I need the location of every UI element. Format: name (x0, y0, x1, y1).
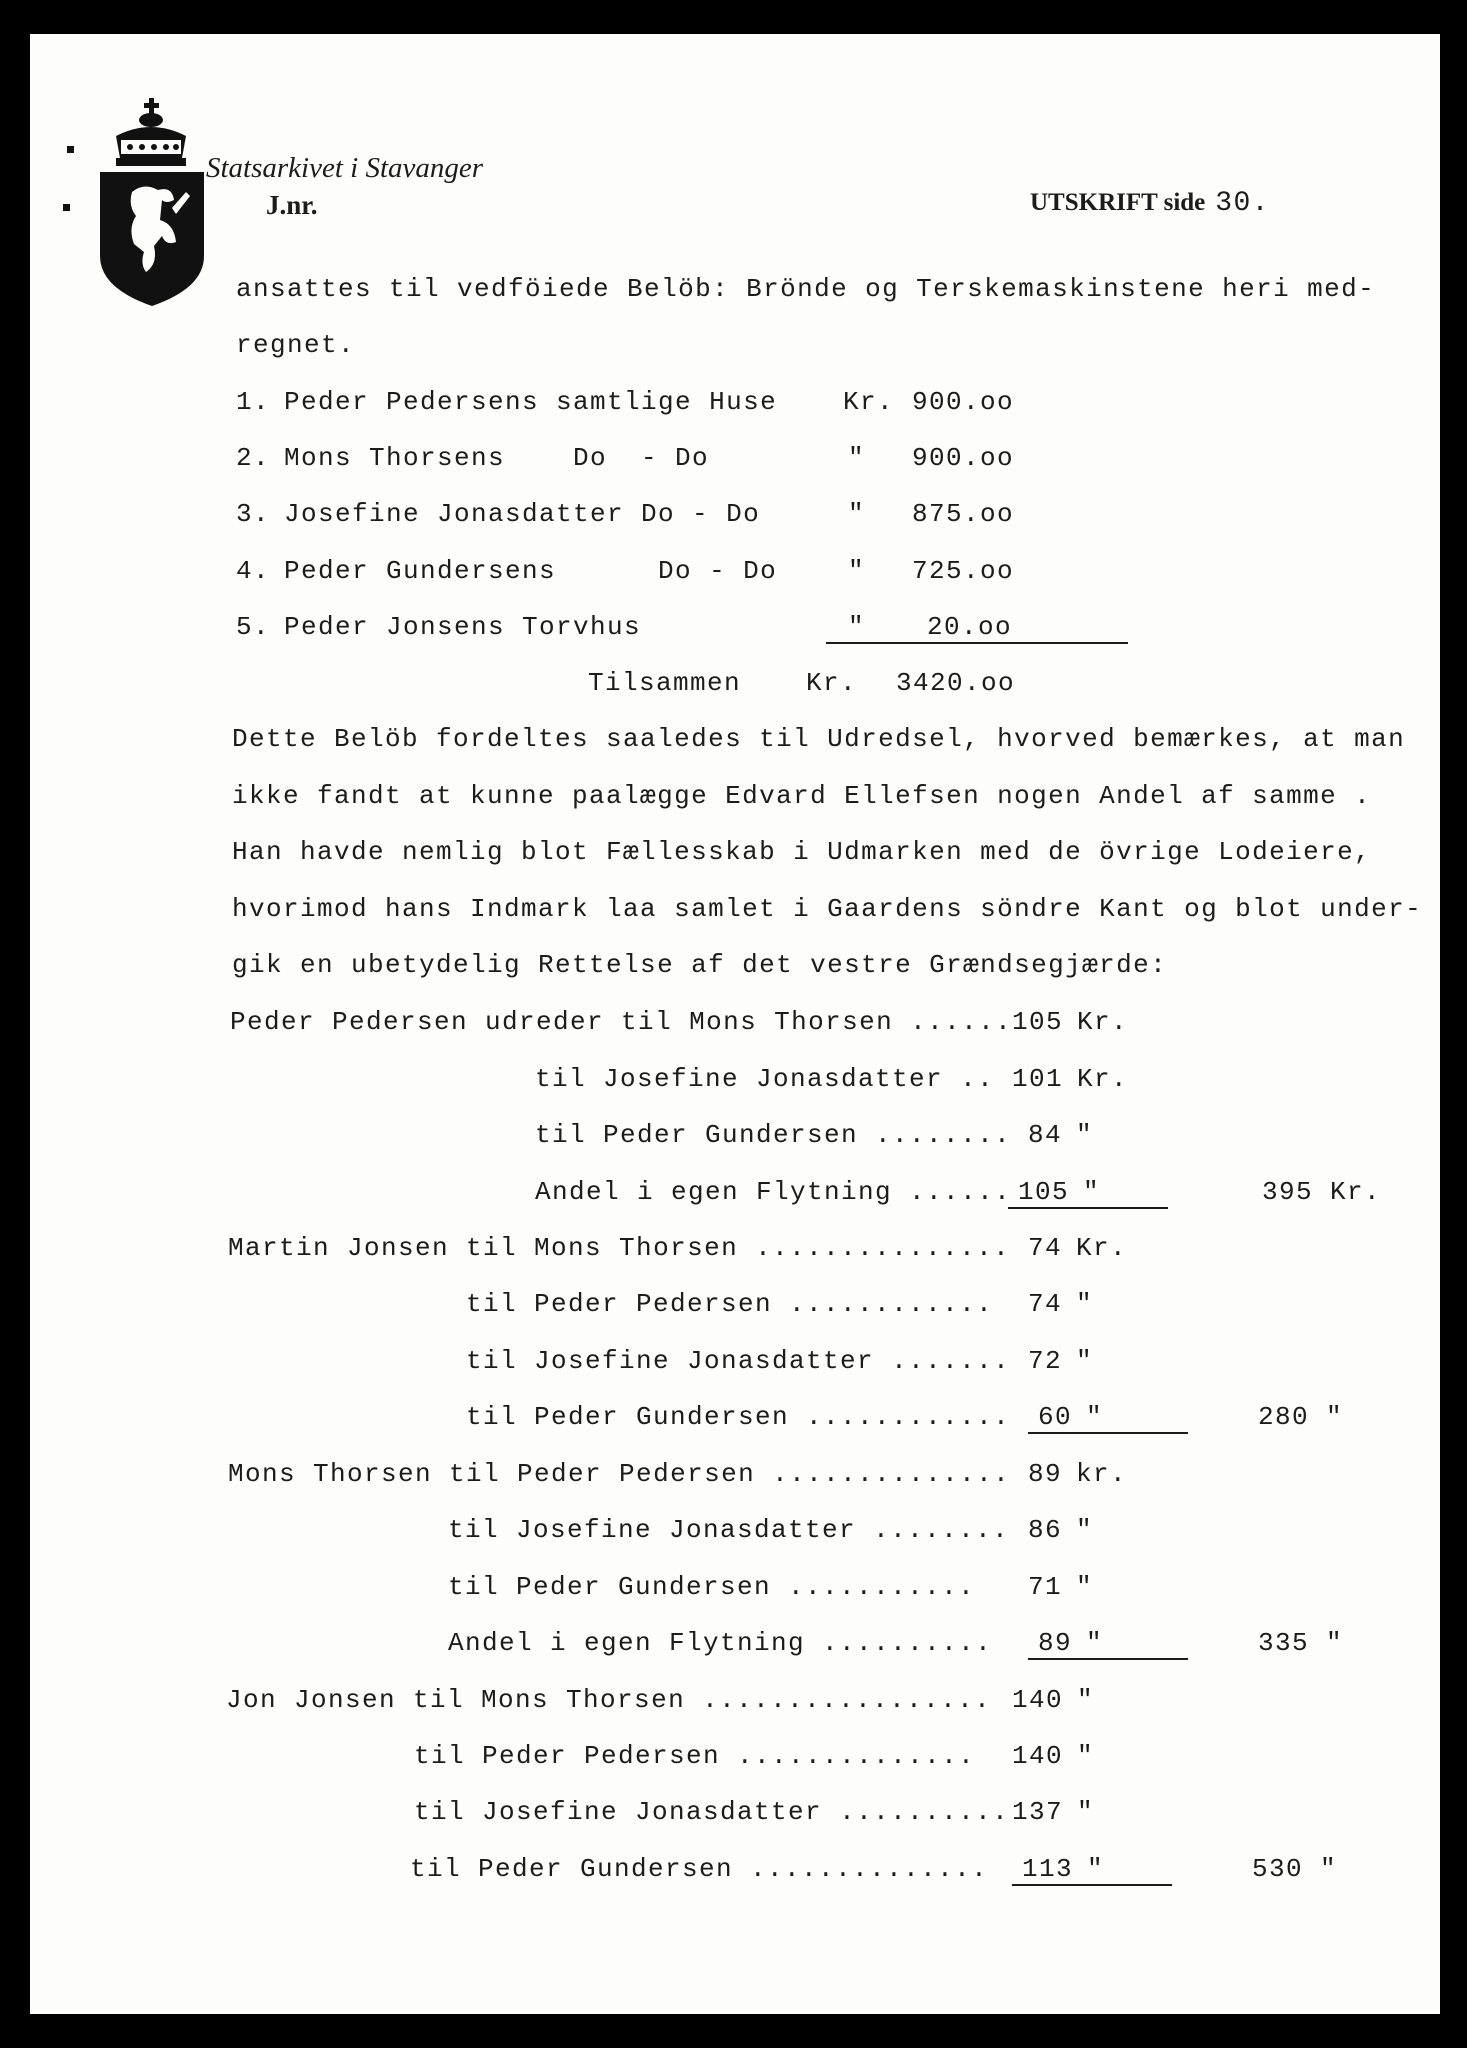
valuation-num: 3. (236, 499, 271, 529)
ledger-amount-value: 89 (1028, 1459, 1063, 1489)
ledger-entry-text: til Josefine Jonasdatter ....... (466, 1346, 1011, 1376)
ledger-entry-text: til Peder Pedersen .............. (414, 1741, 976, 1771)
ledger-amount-unit: " (1076, 1346, 1094, 1376)
body-line: ikke fandt at kunne paalægge Edvard Ellefsen nogen Andel af samme . (232, 781, 1372, 811)
ledger-amount-value: 86 (1028, 1515, 1063, 1545)
ledger-amount-unit: " (1083, 1177, 1101, 1207)
ledger-amount-value: 105 (1018, 1177, 1070, 1207)
ledger-amount-unit: " (1077, 1741, 1095, 1771)
ledger-amount-unit: " (1087, 1854, 1105, 1884)
valuation-name: Peder Gundersens Do - Do (284, 556, 778, 586)
ledger-entry-text: til Peder Pedersen ............ (466, 1289, 994, 1319)
ledger-amount-unit: " (1086, 1402, 1104, 1432)
ledger-amount-unit: " (1086, 1628, 1104, 1658)
margin-mark (63, 204, 70, 211)
ledger-amount-value: 137 (1012, 1797, 1064, 1827)
body-line: Han havde nemlig blot Fællesskab i Udmarken med de övrige Lodeiere, (232, 837, 1372, 867)
ledger-amount-value: 113 (1022, 1854, 1074, 1884)
ledger-amount (1012, 1854, 1172, 1886)
body-line: ansattes til vedföiede Belöb: Brönde og Terskemaskinstene heri med- (236, 274, 1376, 304)
total-unit: Kr. (806, 668, 858, 698)
ledger-amount-value: 74 (1028, 1289, 1063, 1319)
ledger-amount (1028, 1459, 1127, 1489)
valuation-unit: Kr. (843, 387, 895, 417)
ledger-amount (1012, 1797, 1094, 1827)
ledger-amount-unit: kr. (1076, 1459, 1128, 1489)
ledger-subtotal: 530 " (1252, 1854, 1338, 1884)
valuation-name: Mons Thorsens Do - Do (284, 443, 710, 473)
ledger-amount-unit: " (1077, 1685, 1095, 1715)
ledger-amount-unit: " (1077, 1797, 1095, 1827)
valuation-unit: " (848, 612, 866, 642)
ledger-amount-value: 140 (1012, 1741, 1064, 1771)
ledger-amount-value: 60 (1038, 1402, 1073, 1432)
ledger-amount-unit: Kr. (1076, 1233, 1128, 1263)
ledger-subtotal: 395 Kr. (1262, 1177, 1382, 1207)
valuation-amount: 900.oo (912, 443, 1015, 473)
valuation-unit: " (848, 499, 866, 529)
ledger-subtotal: 280 " (1258, 1402, 1344, 1432)
ledger-amount (1012, 1064, 1128, 1094)
valuation-amount: 900.oo (912, 387, 1015, 417)
valuation-name: Josefine Jonasdatter Do - Do (284, 499, 761, 529)
ledger-amount-value: 105 (1012, 1007, 1064, 1037)
ledger-entry-text: Andel i egen Flytning .......... (448, 1628, 993, 1658)
ledger-amount-value: 71 (1028, 1572, 1063, 1602)
valuation-name: Peder Jonsens Torvhus (284, 612, 642, 642)
valuation-amount: 20.oo (927, 612, 1013, 642)
valuation-num: 2. (236, 443, 271, 473)
ledger-amount (1028, 1402, 1188, 1434)
ledger-amount-value: 72 (1028, 1346, 1063, 1376)
ledger-entry-text: til Peder Gundersen ............ (466, 1402, 1011, 1432)
ledger-entry-text: til Josefine Jonasdatter .. (535, 1064, 995, 1094)
ledger-entry-text: Andel i egen Flytning ...... (535, 1177, 1012, 1207)
ledger-amount-unit: Kr. (1077, 1007, 1129, 1037)
valuation-num: 1. (236, 387, 271, 417)
document-page (30, 34, 1440, 2014)
ledger-amount-unit: " (1076, 1289, 1094, 1319)
total-label: Tilsammen (588, 668, 742, 698)
total-amount: 3420.oo (896, 668, 1016, 698)
utskrift-label: UTSKRIFT side (1030, 189, 1206, 216)
valuation-unit: " (848, 556, 866, 586)
ledger-entry-text: til Peder Gundersen .............. (410, 1854, 989, 1884)
ledger-entry-text: Mons Thorsen til Peder Pedersen .............. (228, 1459, 1011, 1489)
utskrift-header (1030, 188, 1270, 219)
sum-rule (826, 642, 1128, 644)
valuation-unit: " (848, 443, 866, 473)
ledger-amount (1012, 1007, 1128, 1037)
ledger-entry-text: Peder Pedersen udreder til Mons Thorsen ...... (230, 1007, 1013, 1037)
ledger-amount-value: 89 (1038, 1628, 1073, 1658)
valuation-num: 4. (236, 556, 271, 586)
valuation-name: Peder Pedersens samtlige Huse (284, 387, 778, 417)
ledger-amount-unit: " (1076, 1120, 1094, 1150)
ledger-amount (1012, 1741, 1094, 1771)
ledger-entry-text: til Peder Gundersen ........... (448, 1572, 976, 1602)
ledger-amount (1028, 1346, 1093, 1376)
archive-name: Statsarkivet i Stavanger (206, 152, 484, 184)
ledger-entry-text: Martin Jonsen til Mons Thorsen ............... (228, 1233, 1011, 1263)
ledger-amount (1028, 1233, 1127, 1263)
ledger-entry-text: til Josefine Jonasdatter ........ (448, 1515, 1010, 1545)
ledger-amount (1028, 1572, 1093, 1602)
ledger-amount-value: 140 (1012, 1685, 1064, 1715)
ledger-amount (1028, 1628, 1188, 1660)
valuation-amount: 875.oo (912, 499, 1015, 529)
body-line: gik en ubetydelig Rettelse af det vestre Grændsegjærde: (232, 950, 1168, 980)
page-number: 30. (1215, 188, 1270, 219)
ledger-entry-text: Jon Jonsen til Mons Thorsen ................. (226, 1685, 992, 1715)
body-line: regnet. (236, 330, 356, 360)
ledger-entry-text: til Peder Gundersen ........ (535, 1120, 1012, 1150)
journal-label: J.nr. (266, 190, 318, 220)
ledger-amount (1028, 1515, 1093, 1545)
ledger-amount (1028, 1120, 1093, 1150)
ledger-subtotal: 335 " (1258, 1628, 1344, 1658)
ledger-amount-unit: Kr. (1077, 1064, 1129, 1094)
valuation-num: 5. (236, 612, 271, 642)
ledger-amount-value: 74 (1028, 1233, 1063, 1263)
ledger-amount-unit: " (1076, 1515, 1094, 1545)
ledger-amount (1008, 1177, 1168, 1209)
body-line: Dette Belöb fordeltes saaledes til Udredsel, hvorved bemærkes, at man (232, 724, 1406, 754)
ledger-entry-text: til Josefine Jonasdatter .......... (414, 1797, 1010, 1827)
body-line: hvorimod hans Indmark laa samlet i Gaardens söndre Kant og blot under- (232, 894, 1423, 924)
ledger-amount (1012, 1685, 1094, 1715)
ledger-amount (1028, 1289, 1093, 1319)
ledger-amount-value: 101 (1012, 1064, 1064, 1094)
ledger-amount-unit: " (1076, 1572, 1094, 1602)
valuation-amount: 725.oo (912, 556, 1015, 586)
margin-mark (67, 146, 74, 153)
ledger-amount-value: 84 (1028, 1120, 1063, 1150)
coat-of-arms-icon (88, 96, 216, 308)
